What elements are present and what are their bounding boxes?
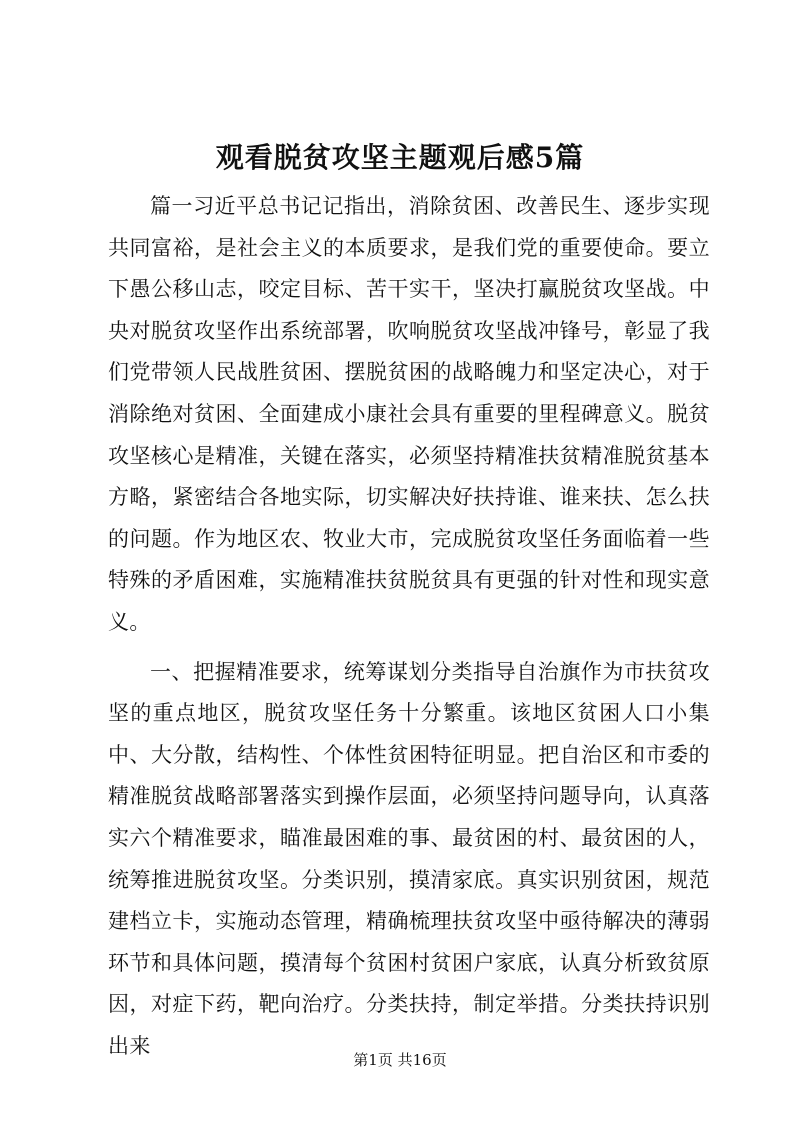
document-body [108, 186, 710, 1067]
paragraph-1: 篇一习近平总书记记指出，消除贫困、改善民生、逐步实现共同富裕，是社会主义的本质要求，是我们党的重要使命。要立下愚公移山志，咬定目标、苦干实干，坚决打赢脱贫攻坚战。中央对脱贫攻坚作出系统部署，吹响脱贫攻坚战冲锋号，彰显了我们党带领人民战胜贫困、摆脱贫困的战略魄力和坚定决心，对于消除绝对贫困、全面建成小康社会具有重要的里程碑意义。脱贫攻坚核心是精准，关键在落实，必须坚持精准扶贫精准脱贫基本方略，紧密结合各地实际，切实解决好扶持谁、谁来扶、怎么扶的问题。作为地区农、牧业大市，完成脱贫攻坚任务面临着一些特殊的矛盾困难，实施精准扶贫脱贫具有更强的针对性和现实意义。 [108, 194, 710, 634]
page-number-footer: 第1页 共16页 [353, 1051, 447, 1069]
paragraph-2: 一、把握精准要求，统筹谋划分类指导自治旗作为市扶贫攻坚的重点地区，脱贫攻坚任务十分繁重。该地区贫困人口小集中、大分散，结构性、个体性贫困特征明显。把自治区和市委的精准脱贫战略部署落实到操作层面，必须坚持问题导向，认真落实六个精准要求，瞄准最困难的事、最贫困的村、最贫困的人，统筹推进脱贫攻坚。分类识别，摸清家底。真实识别贫困，规范建档立卡，实施动态管理，精确梳理扶贫攻坚中亟待解决的薄弱环节和具体问题，摸清每个贫困村贫困户家底，认真分析致贫原因，对症下药，靶向治疗。分类扶持，制定举措。分类扶持识别出来 [108, 659, 710, 1058]
document-title: 观看脱贫攻坚主题观后感5篇 [215, 141, 585, 174]
